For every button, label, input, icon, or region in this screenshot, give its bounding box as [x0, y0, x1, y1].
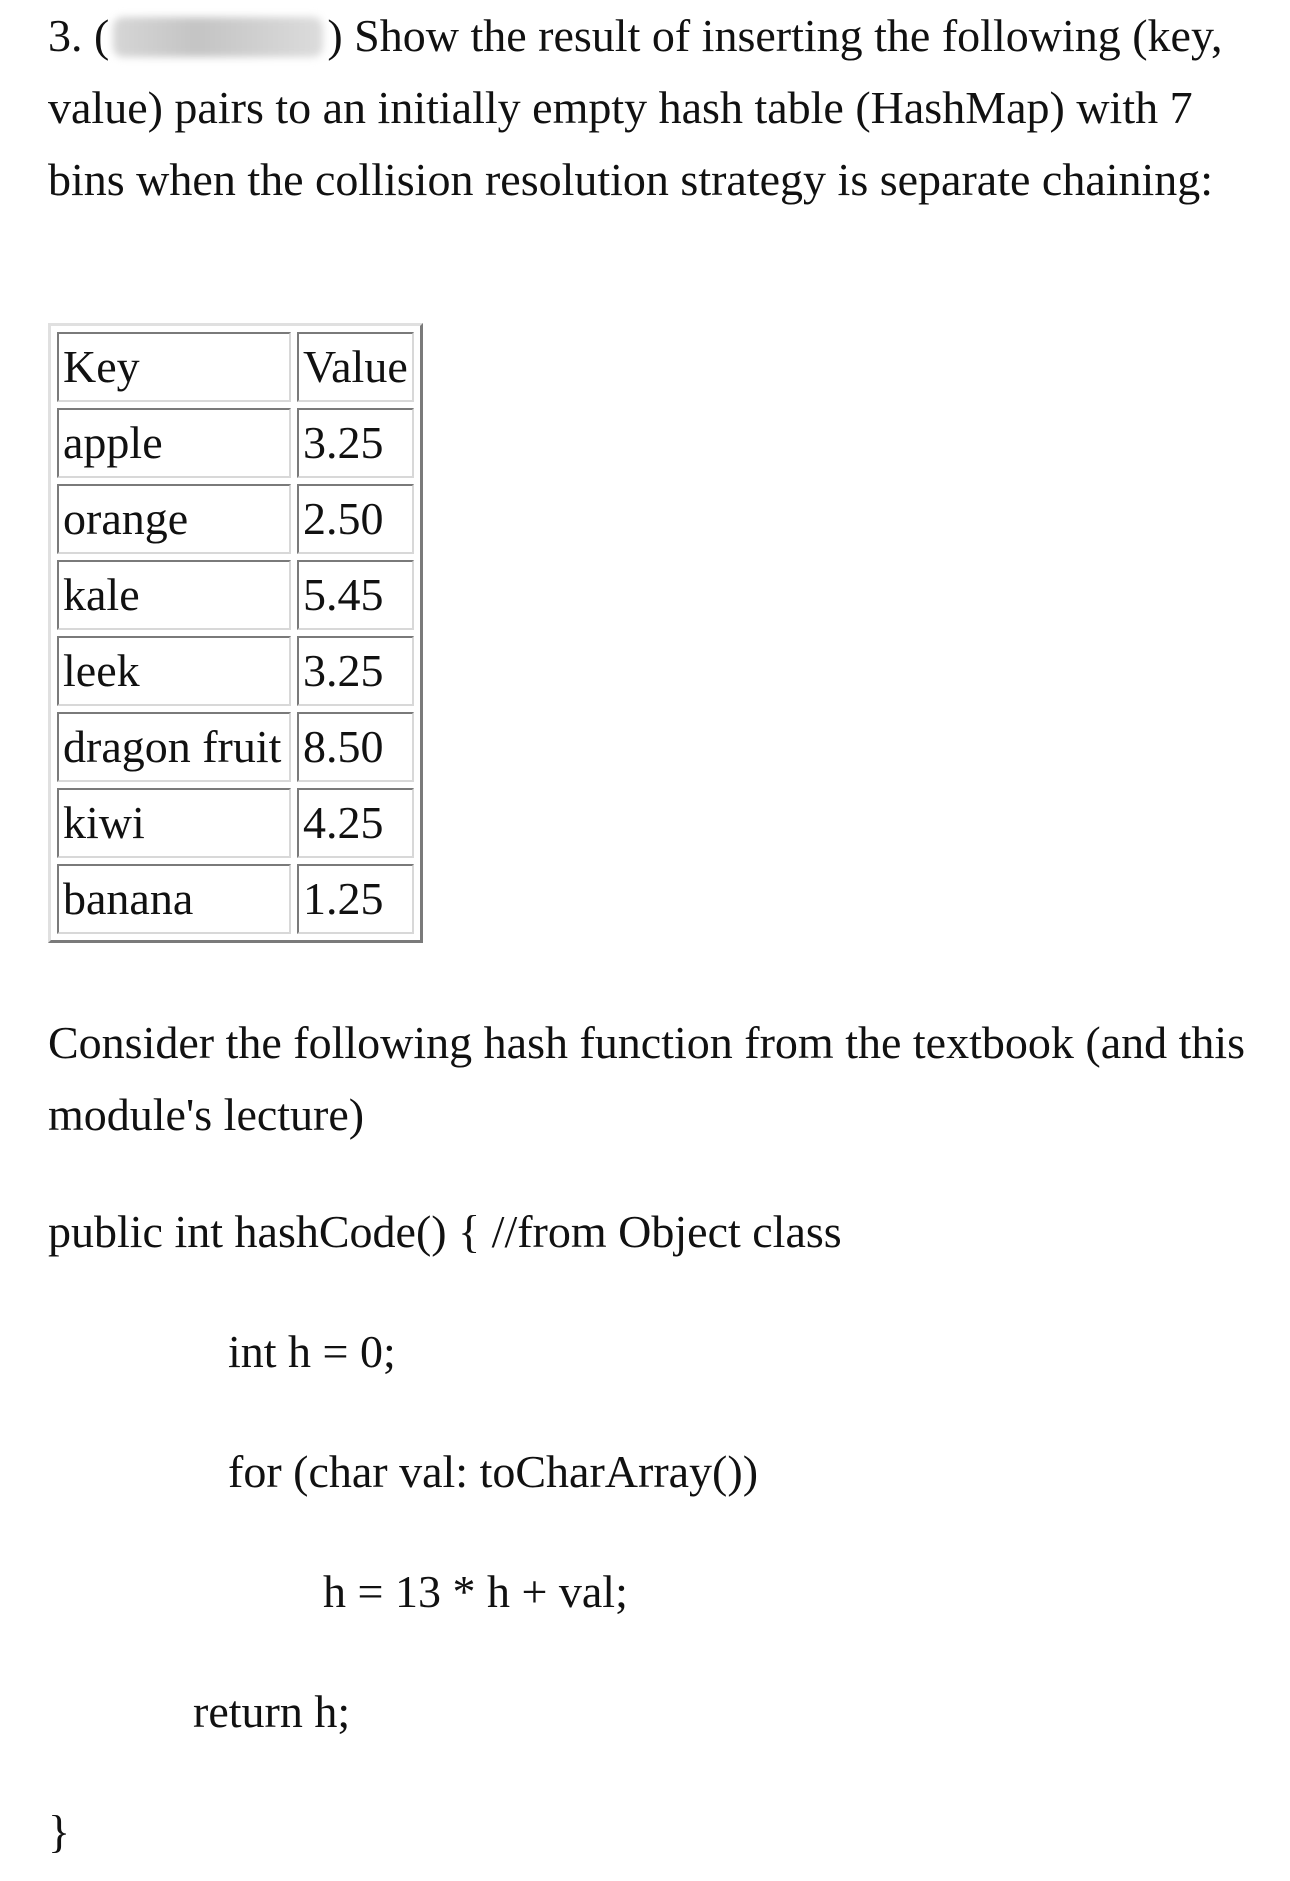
row-key: kiwi	[57, 788, 291, 858]
redacted-points	[113, 17, 323, 57]
key-value-table	[48, 323, 423, 943]
question-line1: Show the result of inserting the following (key,	[354, 10, 1223, 61]
table-header-row	[57, 332, 414, 402]
table-row	[57, 636, 414, 706]
table-row	[57, 484, 414, 554]
question-redacted-close: )	[327, 10, 343, 61]
row-value: 4.25	[297, 788, 414, 858]
table-row	[57, 788, 414, 858]
code-signature: public int hashCode() { //from Object class	[48, 1206, 842, 1257]
table-row	[57, 408, 414, 478]
question-line-rest: value) pairs to an initially empty hash table (HashMap) with 7 bins when the collision resolution strategy is separate chaining:	[48, 82, 1214, 205]
code-loop: for (char val: toCharArray())	[228, 1446, 759, 1497]
row-key: banana	[57, 864, 291, 934]
table-row	[57, 864, 414, 934]
row-value: 3.25	[297, 636, 414, 706]
question-number: 3. (	[48, 10, 110, 61]
header-value: Value	[297, 332, 414, 402]
code-return: return h;	[193, 1686, 351, 1737]
row-value: 8.50	[297, 712, 414, 782]
code-closing-brace: }	[48, 1806, 71, 1857]
row-key: leek	[57, 636, 291, 706]
code-loop-body: h = 13 * h + val;	[323, 1566, 628, 1617]
code-init: int h = 0;	[228, 1326, 396, 1377]
row-key: orange	[57, 484, 291, 554]
table-row	[57, 712, 414, 782]
row-value: 5.45	[297, 560, 414, 630]
consider-paragraph: Consider the following hash function from the textbook (and this module's lecture)	[48, 1017, 1246, 1140]
row-key: kale	[57, 560, 291, 630]
key-value-table-body	[57, 332, 414, 934]
row-value: 1.25	[297, 864, 414, 934]
row-key: apple	[57, 408, 291, 478]
row-key: dragon fruit	[57, 712, 291, 782]
question-text	[48, 0, 1248, 216]
row-value: 3.25	[297, 408, 414, 478]
header-key: Key	[57, 332, 291, 402]
row-value: 2.50	[297, 484, 414, 554]
table-row	[57, 560, 414, 630]
